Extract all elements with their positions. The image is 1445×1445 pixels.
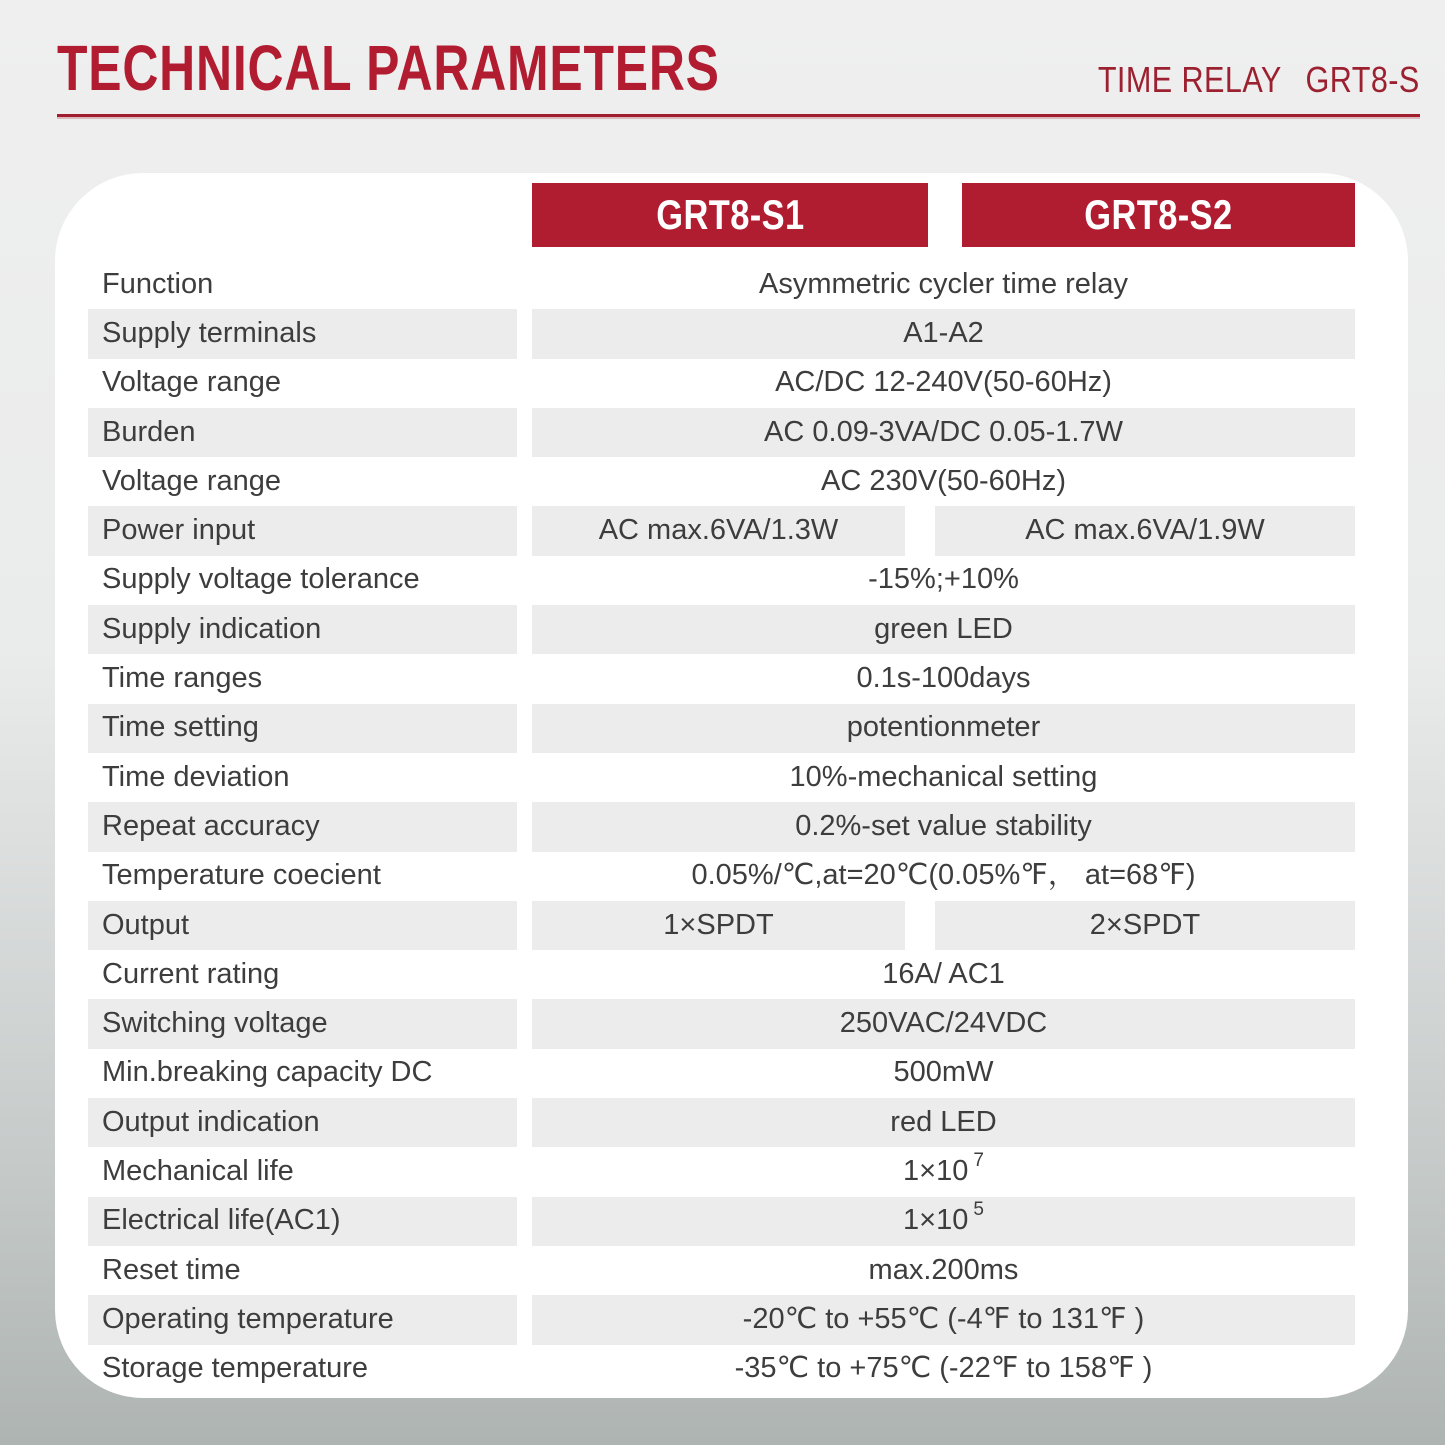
value-shared: 0.05%/℃,at=20℃(0.05%℉， at=68℉)	[691, 859, 1196, 892]
row-values	[532, 753, 1355, 802]
value-shared: -20℃ to +55℃ (-4℉ to 131℉ )	[532, 1295, 1355, 1344]
value-shared: 1×10 5	[532, 1197, 1355, 1246]
row-values	[532, 802, 1355, 851]
table-row	[55, 1147, 1408, 1196]
table-row	[55, 901, 1408, 950]
row-label: Output indication	[88, 1098, 517, 1147]
row-label: Mechanical life	[102, 1155, 294, 1188]
row-values	[532, 1049, 1355, 1098]
column-header-grt8-s2	[962, 183, 1355, 247]
table-row	[55, 950, 1408, 999]
row-values	[532, 359, 1355, 408]
page-title: TECHNICAL PARAMETERS	[57, 32, 720, 104]
row-values	[532, 704, 1355, 753]
row-values	[532, 605, 1355, 654]
value-shared: 1×10 7	[903, 1149, 984, 1188]
row-values	[532, 852, 1355, 901]
table-row	[55, 1295, 1408, 1344]
table-row	[55, 260, 1408, 309]
table-row	[55, 309, 1408, 358]
value-shared: 16A/ AC1	[882, 957, 1005, 990]
row-label: Power input	[88, 506, 517, 555]
superscript-exponent: 7	[973, 1149, 984, 1171]
row-label: Repeat accuracy	[88, 802, 517, 851]
header-divider	[57, 114, 1420, 117]
header-subtitle	[1098, 59, 1420, 100]
row-values	[532, 506, 1355, 555]
value-shared: A1-A2	[532, 309, 1355, 358]
row-label: Supply indication	[88, 605, 517, 654]
value-shared: AC 230V(50-60Hz)	[821, 464, 1066, 497]
row-label: Switching voltage	[88, 999, 517, 1048]
value-shared: Asymmetric cycler time relay	[759, 267, 1128, 300]
row-label: Output	[88, 901, 517, 950]
column-header-grt8-s1	[532, 183, 928, 247]
table-row	[55, 802, 1408, 851]
table-row	[55, 999, 1408, 1048]
value-shared: red LED	[532, 1098, 1355, 1147]
table-row	[55, 1098, 1408, 1147]
row-label: Electrical life(AC1)	[88, 1197, 517, 1246]
spec-table	[55, 260, 1408, 1394]
table-row	[55, 457, 1408, 506]
value-shared: 500mW	[893, 1056, 994, 1089]
row-label: Min.breaking capacity DC	[102, 1056, 433, 1089]
table-row	[55, 654, 1408, 703]
value-shared: AC 0.09-3VA/DC 0.05-1.7W	[532, 408, 1355, 457]
spec-card	[55, 173, 1408, 1398]
value-shared: 250VAC/24VDC	[532, 999, 1355, 1048]
value-grt8-s1: 1×SPDT	[532, 901, 905, 950]
value-shared: max.200ms	[868, 1253, 1019, 1286]
row-values	[532, 654, 1355, 703]
row-label: Reset time	[102, 1253, 241, 1286]
row-label: Voltage range	[102, 464, 281, 497]
value-shared: -35℃ to +75℃ (-22℉ to 158℉ )	[734, 1352, 1153, 1385]
row-values	[532, 1246, 1355, 1295]
value-grt8-s2: 2×SPDT	[935, 901, 1355, 950]
value-grt8-s2: AC max.6VA/1.9W	[935, 506, 1355, 555]
row-label: Voltage range	[102, 366, 281, 399]
table-row	[55, 408, 1408, 457]
row-label: Operating temperature	[88, 1295, 517, 1344]
value-shared: 10%-mechanical setting	[789, 760, 1098, 793]
row-values	[532, 309, 1355, 358]
row-label: Burden	[88, 408, 517, 457]
row-label: Supply voltage tolerance	[102, 563, 420, 596]
column-header-grt8-s1-label: GRT8-S1	[655, 191, 805, 238]
subtitle-product-name: TIME RELAY	[1098, 59, 1282, 100]
value-shared: 0.2%-set value stability	[532, 802, 1355, 851]
table-row	[55, 1345, 1408, 1394]
value-grt8-s1: AC max.6VA/1.3W	[532, 506, 905, 555]
superscript-exponent: 5	[973, 1198, 984, 1220]
value-shared: potentionmeter	[532, 704, 1355, 753]
value-shared: -15%;+10%	[868, 563, 1019, 596]
row-values	[532, 1197, 1355, 1246]
row-values	[532, 1098, 1355, 1147]
table-row	[55, 704, 1408, 753]
row-label: Function	[102, 267, 214, 300]
row-label: Time deviation	[102, 760, 290, 793]
table-row	[55, 556, 1408, 605]
subtitle-model-number: GRT8-S	[1305, 59, 1420, 100]
row-values	[532, 1345, 1355, 1394]
value-shared: green LED	[532, 605, 1355, 654]
table-row	[55, 1246, 1408, 1295]
row-values	[532, 1147, 1355, 1196]
row-label: Time ranges	[102, 662, 263, 695]
row-label: Storage temperature	[102, 1352, 368, 1385]
row-label: Current rating	[102, 957, 280, 990]
column-header-grt8-s2-label: GRT8-S2	[1084, 191, 1233, 238]
row-values	[532, 1295, 1355, 1344]
value-shared: AC/DC 12-240V(50-60Hz)	[775, 366, 1112, 399]
row-values	[532, 999, 1355, 1048]
table-row	[55, 506, 1408, 555]
row-label: Supply terminals	[88, 309, 517, 358]
table-row	[55, 753, 1408, 802]
value-shared: 0.1s-100days	[856, 662, 1031, 695]
table-row	[55, 1197, 1408, 1246]
row-label: Temperature coecient	[102, 859, 381, 892]
row-label: Time setting	[88, 704, 517, 753]
row-values	[532, 408, 1355, 457]
row-values	[532, 950, 1355, 999]
row-values	[532, 556, 1355, 605]
table-row	[55, 359, 1408, 408]
table-row	[55, 852, 1408, 901]
row-values	[532, 901, 1355, 950]
row-values	[532, 457, 1355, 506]
row-values	[532, 260, 1355, 309]
table-row	[55, 605, 1408, 654]
table-row	[55, 1049, 1408, 1098]
